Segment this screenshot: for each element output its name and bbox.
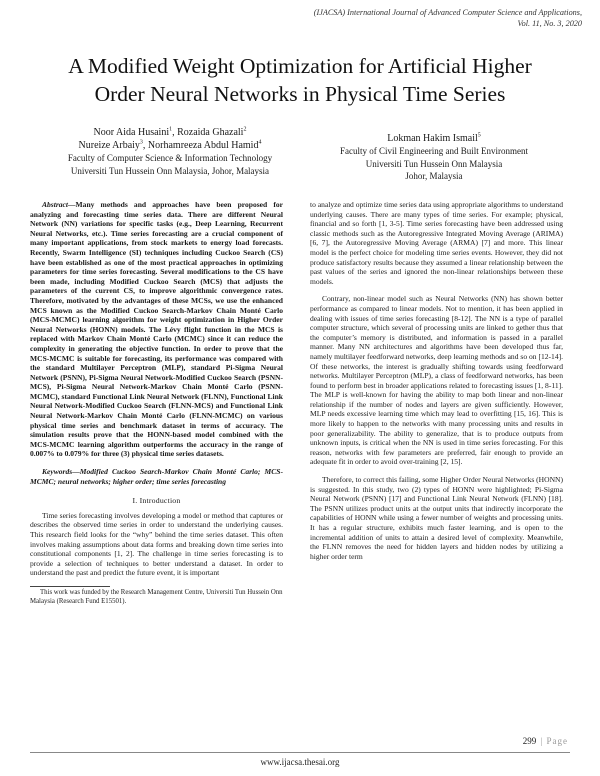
page-number xyxy=(523,736,568,746)
page-number-value: 299 xyxy=(522,736,537,746)
authors-block-left xyxy=(50,126,290,177)
author-name: Norhamreeza Abdul Hamid xyxy=(147,140,259,151)
affiliation-line: Universiti Tun Hussein Onn Malaysia, Johor, Malaysia xyxy=(70,165,270,176)
affiliation-line: Universiti Tun Hussein Onn Malaysia xyxy=(365,158,503,169)
keywords-label: Keywords— xyxy=(42,467,80,477)
paper-title xyxy=(20,52,580,108)
author-names-line xyxy=(318,132,550,145)
body-paragraph: Contrary, non-linear model such as Neural Networks (NN) has shown better performance as compared to linear models. Not to mention, it has been applied in dealing with issues of time series forecasting [8-12]. The NN is a type of parallel computer structure, which several of processing units are linked to gether thus that the computer’s memory is distributed, and information is passed in a parallel manner. Many NN architectures and algorithms have been developed thus far, namely multilayer feedforward networks, deep learning methods and so on [12-14]. Of these networks, the interest is gradually shifting towards using feedforward networks. Multilayer Perceptron (MLP), a class of feedforward networks, has been found to perform best in broader applications related to forecasting issues [1, 8-11]. The MLP is well-known for having the ability to map both linear and non-linear relationship if the number of nodes and layers are given sufficiently. However, MLP needs excessive learning time which may lead to overfitting [15, 16]. This is more likely to happen to the networks with many processing units and results in poor generalizability. The ability to generalize, that is to produce outputs from unknown inputs, is critical when the NN is used in time series forecasting. For this reason, networks with few parameters are preferred, fair enough to provide an adequate fit in order to avoid over-training [2, 15]. xyxy=(310,294,563,467)
abstract xyxy=(30,200,283,459)
keywords xyxy=(30,467,283,486)
funding-footnote: This work was funded by the Research Management Centre, Universiti Tun Hussein Onn Malaysia (Research Fund E15501). xyxy=(30,588,283,605)
author-superscript: 3 xyxy=(139,139,143,146)
author-name: Nureize Arbaiy xyxy=(78,140,140,151)
body-paragraph: Therefore, to correct this failing, some Higher Order Neural Networks (HONN) is suggested. In this study, two (2) types of HONN were highlighted; Pi-Sigma Neural Network (PSNN) [17] and Functional Link Neural Network (FLNN) [18]. The PSNN utilizes product units at the output units that indirectly incorporate the capabilities of HONN while using a fewer number of weights and processing units. It has a regular structure, exhibits much faster learning, and is open to the incremental addition of units to attain a desired level of complexity. Meanwhile, the FLNN removes the need for hidden layers and hidden nodes by utilizing a higher order term xyxy=(310,475,563,561)
author-superscript: 1 xyxy=(169,126,173,133)
author-superscript: 4 xyxy=(258,139,262,146)
left-column xyxy=(30,200,283,606)
affiliation-line: Johor, Malaysia xyxy=(405,171,463,181)
author-name: Lokman Hakim Ismail xyxy=(387,133,478,144)
author-names-line-2: Nureize Arbaiy$^3$, Norhamreeza Abdul Hamid$^4$ xyxy=(78,139,262,151)
author-superscript: 5 xyxy=(477,132,481,139)
journal-header xyxy=(202,8,582,29)
footer-divider xyxy=(30,752,570,753)
author-name: Rozaida Ghazali xyxy=(177,127,244,138)
footnote-divider xyxy=(30,586,110,587)
intro-paragraph: Time series forecasting involves developing a model or method that captures or describes the observed time series in order to understand the underlying causes. This research field looks for the “why” behind the time series dataset. This often involves making assumptions about data forms and breaking down time series into constitutional components [1, 2]. The challenge in time series forecasting is to provide a selection of techniques to better understand a dataset. In order to understand the past and predict the future event, it is important xyxy=(30,510,283,578)
author-name: Noor Aida Husaini xyxy=(93,127,170,138)
author-superscript: 2 xyxy=(243,126,247,133)
journal-url[interactable]: www.ijacsa.thesai.org xyxy=(260,757,340,767)
keywords-text: Modified Cuckoo Search-Markov Chain Monté Carlo; MCS-MCMC; neural networks; higher order; time series forecasting xyxy=(30,467,283,486)
body-paragraph: to analyze and optimize time series data using appropriate algorithms to understand underlying causes. There are many types of time series. For example; physical, financial and so forth [1, 3-5]. Time series forecasting have been addressed using classic methods such as the Autoregressive Integrated Moving Average (ARIMA) [6, 7], the Autoregressive Moving Average (ARMA) [7] and more. This linear model is the perfect choice for modeling time series events. However, they did not produce satisfactory results because they assumed a linear relationship between the past values of the series and ignored the non-linear relationships between these models. xyxy=(310,200,563,286)
abstract-label: Abstract— xyxy=(42,200,76,209)
affiliation-line: Faculty of Computer Science & Information Technology xyxy=(67,153,273,163)
title-line-1: A Modified Weight Optimization for Artificial Higher xyxy=(68,54,532,78)
authors-block-right xyxy=(318,132,550,183)
section-heading-introduction: I. Introduction xyxy=(132,496,181,506)
title-line-2: Order Neural Networks in Physical Time Series xyxy=(94,82,506,106)
page-separator: | xyxy=(540,736,543,746)
journal-name: (IJACSA) International Journal of Advanced Computer Science and Applications, xyxy=(313,8,582,17)
right-column xyxy=(310,200,563,561)
affiliation-line: Faculty of Civil Engineering and Built Environment xyxy=(340,146,528,156)
journal-volume: Vol. 11, No. 3, 2020 xyxy=(517,18,582,28)
abstract-text: Many methods and approaches have been proposed for analyzing and forecasting time series data. There are different Neural Network (NN) variations for specific tasks (e.g., Deep Learning, Recurrent Neural Networks, etc.). Time series forecasting are a crucial component of many important applications, from stock markets to energy load forecasts. Recently, Swarm Intelligence (SI) techniques including Cuckoo Search (CS) have been established as one of the most practical approaches in optimizing parameters for time series forecasting. Several modifications to the CS have been made, including Modified Cuckoo Search (MCS) that adjusts the parameters of the current CS, to improve algorithmic convergence rates. Therefore, motivated by the advantages of these MCSs, we use the enhanced MCS known as the Modified Cuckoo Search-Markov Chain Monté Carlo (MCS-MCMC) learning algorithm for weight optimization in Higher Order Neural Networks (HONN) models. The Lévy flight function in the MCS is replaced with Markov Chain Monté Carlo (MCMC) since it can reduce the complexity in generating the objective function. In order to prove that the MCS-MCMC is suitable for forecasting, its performance was compared with the standard Multilayer Perceptron (MLP), standard Pi-Sigma Neural Network (PSNN), Pi-Sigma Neural Network-Modified Cuckoo Search (PSNN-MCS), Pi-Sigma Neural Network-Markov Chain Monté Carlo (PSNN-MCMC), standard Functional Link Neural Network (FLNN), Functional Link Neural Network-Modified Cuckoo Search (FLNN-MCS) and Functional Link Neural Network-Markov Chain Monté Carlo (FLNN-MCMC) on various physical time series and benchmark dataset in terms of accuracy. The simulation results prove that the HONN-based model combined with the MCS-MCMC learning algorithm outperforms the accuracy in the range of 0.007% to 0.079% for three (3) physical time series datasets. xyxy=(30,200,283,459)
author-names-line-1: Noor Aida Husaini$^1$, Rozaida Ghazali$^2$ xyxy=(93,126,247,138)
page-label: Page xyxy=(546,736,568,746)
